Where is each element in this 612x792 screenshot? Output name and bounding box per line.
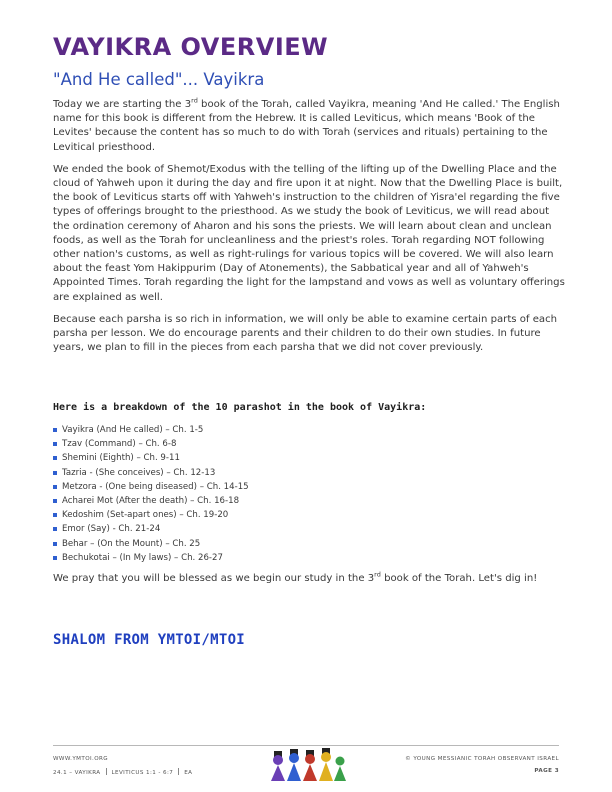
list-item-text: Acharei Mot (After the death) – Ch. 16-18 <box>62 496 240 507</box>
footer-organization: © YOUNG MESSIANIC TORAH OBSERVANT ISRAEL <box>405 756 559 762</box>
bullet-square-icon <box>53 499 57 503</box>
bullet-square-icon <box>53 527 57 531</box>
closing-paragraph <box>53 572 565 586</box>
list-item-text: Vayikra (And He called) – Ch. 1-5 <box>62 425 204 435</box>
list-item <box>53 423 249 437</box>
closing-start: We pray that you will be blessed as we begin our study in the 3 <box>53 573 375 584</box>
list-item <box>53 466 249 480</box>
footer-page-number: PAGE 3 <box>534 768 559 774</box>
bullet-square-icon <box>53 485 57 489</box>
page-title: VAYIKRA OVERVIEW <box>53 33 329 61</box>
list-item <box>53 537 249 551</box>
page-subtitle: "And He called"... Vayikra <box>53 70 265 89</box>
bullet-square-icon <box>53 471 57 475</box>
ordinal-suffix: rd <box>374 570 381 579</box>
bullet-square-icon <box>53 513 57 517</box>
list-item <box>53 437 249 451</box>
footer-separator <box>106 768 107 775</box>
list-item <box>53 508 249 522</box>
list-item-text: Tazria - (She conceives) – Ch. 12-13 <box>62 467 216 478</box>
intro-paragraph-1-start: Today we are starting the 3 <box>53 99 192 110</box>
footer-level: EA <box>184 770 193 776</box>
list-item <box>53 480 249 494</box>
closing-rest: book of the Torah. Let's dig in! <box>380 573 538 584</box>
list-item-text: Behar – (On the Mount) – Ch. 25 <box>62 538 201 549</box>
intro-paragraph-1 <box>53 98 565 155</box>
intro-text <box>53 98 565 363</box>
list-item-text: Emor (Say) - Ch. 21-24 <box>62 524 161 535</box>
list-item <box>53 551 249 565</box>
list-item <box>53 522 249 536</box>
parasha-list <box>53 423 249 565</box>
footer-separator <box>178 768 179 775</box>
intro-paragraph-2: We ended the book of Shemot/Exodus with the telling of the lifting up of the Dwelling Place and the cloud of Yahweh upon it during the day and fire upon it at night. Now that the Dwelling Place is built, the book of Leviticus starts off with Yahweh's instruction to the children of Yisra'el regarding the five types of offerings brought to the priesthood. As we study the book of Leviticus, we will read about the ordination ceremony of Aharon and his sons the priests. We will learn about clean and unclean foods, as well as the Torah for uncleanliness and the priest's roles. Torah regarding NOT following other nation's customs, as well as right-rulings for various topics will be covered. We will also learn about the feast Yom Hakippurim (Day of Atonements), the Sabbatical year and all of Yahweh's Appointed Times. Torah regarding the light for the lampstand and vows as well as voluntary offerings are explained as well. <box>53 163 565 303</box>
footer-divider <box>53 745 559 746</box>
list-item <box>53 494 249 508</box>
bullet-square-icon <box>53 556 57 560</box>
list-item-text: Metzora - (One being diseased) – Ch. 14-15 <box>62 481 249 492</box>
footer-lesson-info <box>53 768 192 776</box>
footer-reference: LEVITICUS 1:1 - 6:7 <box>111 770 174 776</box>
bullet-square-icon <box>53 428 57 432</box>
intro-paragraph-1-rest: book of the Torah, called Vayikra, meaning 'And He called.' The English name for this book is different from the Hebrew. It is called Leviticus, which means 'Book of the Levites' because the content has so much to do with Torah (services and rituals) pertaining to the Levitical priesthood. <box>53 99 560 153</box>
list-item-text: Bechukotai – (In My laws) – Ch. 26-27 <box>62 552 223 563</box>
list-item <box>53 451 249 465</box>
ordinal-suffix: rd <box>191 96 198 105</box>
intro-paragraph-3: Because each parsha is so rich in information, we will only be able to examine certain parts of each parsha per lesson. We do encourage parents and their children to do their own studies. In future years, we plan to fill in the pieces from each parsha that we did not cover previously. <box>53 313 558 354</box>
list-item-text: Shemini (Eighth) – Ch. 9-11 <box>62 453 180 464</box>
signoff-heading: SHALOM FROM YMTOI/MTOI <box>53 632 246 648</box>
list-item-text: Tzav (Command) – Ch. 6-8 <box>62 439 177 450</box>
breakdown-heading: Here is a breakdown of the 10 parashot in the book of Vayikra: <box>53 402 427 413</box>
ymtoi-kids-logo <box>268 747 348 783</box>
footer-website[interactable]: WWW.YMTOI.ORG <box>53 756 109 762</box>
bullet-square-icon <box>53 456 57 460</box>
footer-lesson: 24.1 – VAYIKRA <box>53 770 101 776</box>
list-item-text: Kedoshim (Set-apart ones) – Ch. 19-20 <box>62 510 229 521</box>
bullet-square-icon <box>53 542 57 546</box>
bullet-square-icon <box>53 442 57 446</box>
